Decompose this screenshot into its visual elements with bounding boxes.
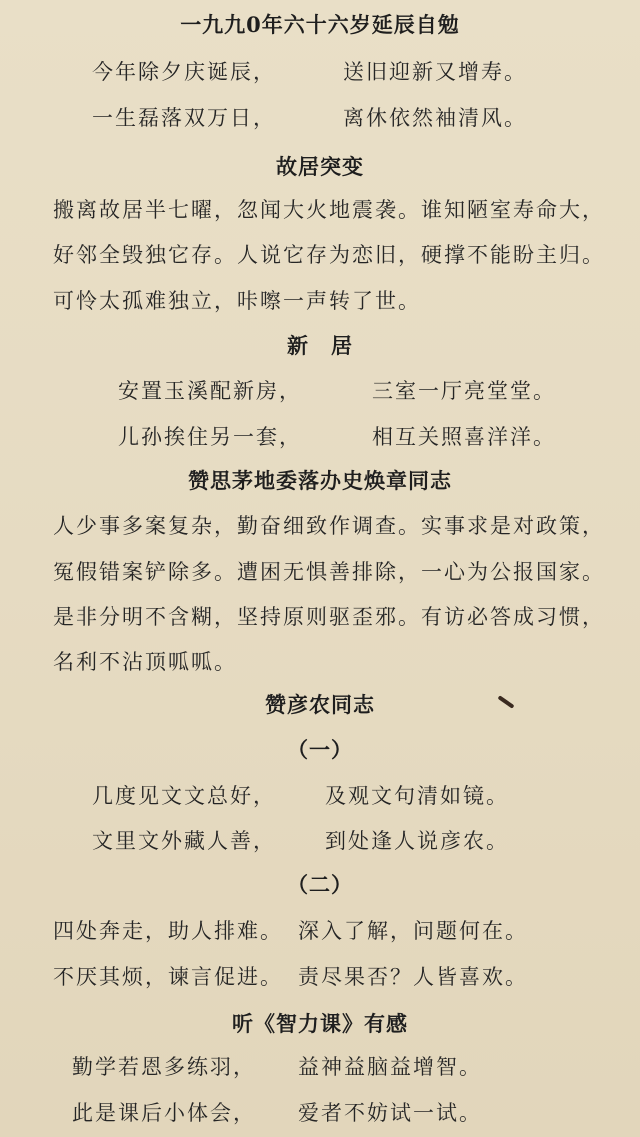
poem-title-old-home: 故居突变 xyxy=(276,154,364,179)
section-label: （一） xyxy=(287,737,353,762)
poem-line: 离休依然袖清风。 xyxy=(343,106,527,130)
poem-line: 好邻全毁独它存。人说它存为恋旧，硬撑不能盼主归。 xyxy=(53,243,605,267)
poem-line: 不厌其烦，谏言促进。 xyxy=(53,965,283,989)
poem-line: 人少事多案复杂，勤奋细致作调查。实事求是对政策， xyxy=(53,514,605,538)
poem-line: 安置玉溪配新房， xyxy=(118,379,302,403)
poem-line: 一生磊落双万日， xyxy=(92,106,276,130)
poem-line: 儿孙挨住另一套， xyxy=(118,425,302,449)
poem-line: 相互关照喜洋洋。 xyxy=(372,425,556,449)
poem-title-new-home: 新 居 xyxy=(287,333,353,358)
poem-line: 今年除夕庆诞辰， xyxy=(92,60,276,84)
poem-line: 爱者不妨试一试。 xyxy=(298,1101,482,1125)
poem-title-praise-shi: 赞思茅地委落办史焕章同志 xyxy=(188,468,452,493)
poem-line: 是非分明不含糊，坚持原则驱歪邪。有访必答成习惯， xyxy=(53,605,605,629)
poem-line: 益神益脑益增智。 xyxy=(298,1055,482,1079)
poem-line: 勤学若恩多练羽， xyxy=(72,1055,256,1079)
poem-title-birthday: 一九九0年六十六岁延辰自勉 xyxy=(180,12,460,37)
poem-title-praise-yannong: 赞彦农同志 xyxy=(265,692,375,717)
poem-title-intelligence-class: 听《智力课》有感 xyxy=(232,1011,408,1036)
poem-line: 几度见文文总好， xyxy=(92,784,276,808)
poem-line: 送旧迎新又增寿。 xyxy=(343,60,527,84)
poem-line: 搬离故居半七曜，忽闻大火地震袭。谁知陋室寿命大， xyxy=(53,198,605,222)
poem-line: 冤假错案铲除多。遭困无惧善排除，一心为公报国家。 xyxy=(53,560,605,584)
poem-line: 三室一厅亮堂堂。 xyxy=(372,379,556,403)
poem-line: 及观文句清如镜。 xyxy=(325,784,509,808)
poem-line: 名利不沾顶呱呱。 xyxy=(53,650,237,674)
poem-line: 文里文外藏人善， xyxy=(92,829,276,853)
section-label: （二） xyxy=(287,872,353,897)
poem-line: 深入了解，问题何在。 xyxy=(298,919,528,943)
poem-line: 四处奔走，助人排难。 xyxy=(53,919,283,943)
poem-line: 责尽果否？人皆喜欢。 xyxy=(298,965,528,989)
poem-line: 可怜太孤难独立，咔嚓一声转了世。 xyxy=(53,289,421,313)
poem-line: 到处逢人说彦农。 xyxy=(325,829,509,853)
poem-line: 此是课后小体会， xyxy=(72,1101,256,1125)
